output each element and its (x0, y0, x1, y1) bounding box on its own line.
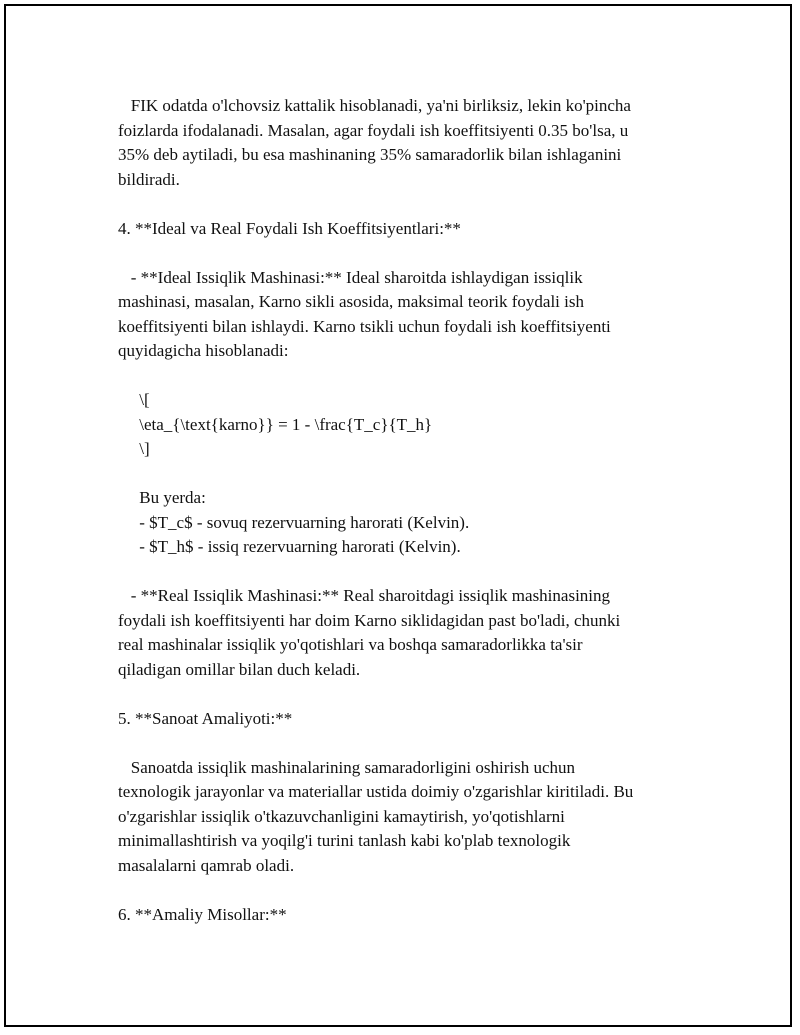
text-line: - **Ideal Issiqlik Mashinasi:** Ideal sharoitda ishlaydigan issiqlik (118, 267, 583, 287)
blank-line (118, 462, 678, 487)
text-line: foydali ish koeffitsiyenti har doim Karno siklidagidan past bo'ladi, chunki (118, 610, 621, 630)
text-line: bildiradi. (118, 169, 180, 189)
text-line: FIK odatda o'lchovsiz kattalik hisoblanadi, ya'ni birliksiz, lekin ko'pincha (118, 96, 631, 115)
text-line: mashinasi, masalan, Karno sikli asosida, maksimal teorik foydali ish (118, 292, 584, 311)
text-line: minimallashtirish va yoqilg'i turini tanlash kabi ko'plab texnologik (118, 831, 571, 850)
text-line: 35% deb aytiladi, bu esa mashinaning 35% samaradorlik bilan ishlaganini (118, 145, 622, 164)
text-line: foizlarda ifodalanadi. Masalan, agar foydali ish koeffitsiyenti 0.35 bo'lsa, u (118, 120, 629, 140)
text-line: koeffitsiyenti bilan ishlaydi. Karno tsikli uchun foydali ish koeffitsiyenti (118, 316, 611, 336)
text-line: \[ (118, 390, 150, 409)
blank-line (118, 682, 678, 707)
blank-line (118, 364, 678, 389)
document-body (118, 94, 678, 927)
blank-line (118, 731, 678, 756)
text-line: 5. **Sanoat Amaliyoti:** (118, 708, 293, 728)
text-line: masalalarni qamrab oladi. (118, 855, 295, 875)
text-line: qiladigan omillar bilan duch keladi. (118, 659, 361, 679)
text-line: quyidagicha hisoblanadi: (118, 341, 289, 360)
text-line: texnologik jarayonlar va materiallar ustida doimiy o'zgarishlar kiritiladi. Bu (118, 782, 634, 801)
text-line: - $T_c$ - sovuq rezervuarning harorati (Kelvin). (118, 512, 470, 532)
blank-line (118, 192, 678, 217)
text-line: \] (118, 439, 150, 458)
text-line: - $T_h$ - issiq rezervuarning harorati (Kelvin). (118, 537, 461, 556)
text-line: - **Real Issiqlik Mashinasi:** Real sharoitdagi issiqlik mashinasining (118, 586, 611, 605)
text-line: Sanoatda issiqlik mashinalarining samaradorligini oshirish uchun (118, 757, 576, 777)
text-line: 4. **Ideal va Real Foydali Ish Koeffitsiyentlari:** (118, 218, 461, 238)
text-line: real mashinalar issiqlik yo'qotishlari va boshqa samaradorlikka ta'sir (118, 635, 583, 654)
text-line: 6. **Amaliy Misollar:** (118, 904, 287, 924)
blank-line (118, 878, 678, 903)
text-line: o'zgarishlar issiqlik o'tkazuvchanligini kamaytirish, yo'qotishlarni (118, 806, 565, 826)
blank-line (118, 241, 678, 266)
blank-line (118, 560, 678, 585)
text-line: Bu yerda: (118, 488, 206, 507)
text-line: \eta_{\text{karno}} = 1 - \frac{T_c}{T_h} (118, 414, 433, 434)
